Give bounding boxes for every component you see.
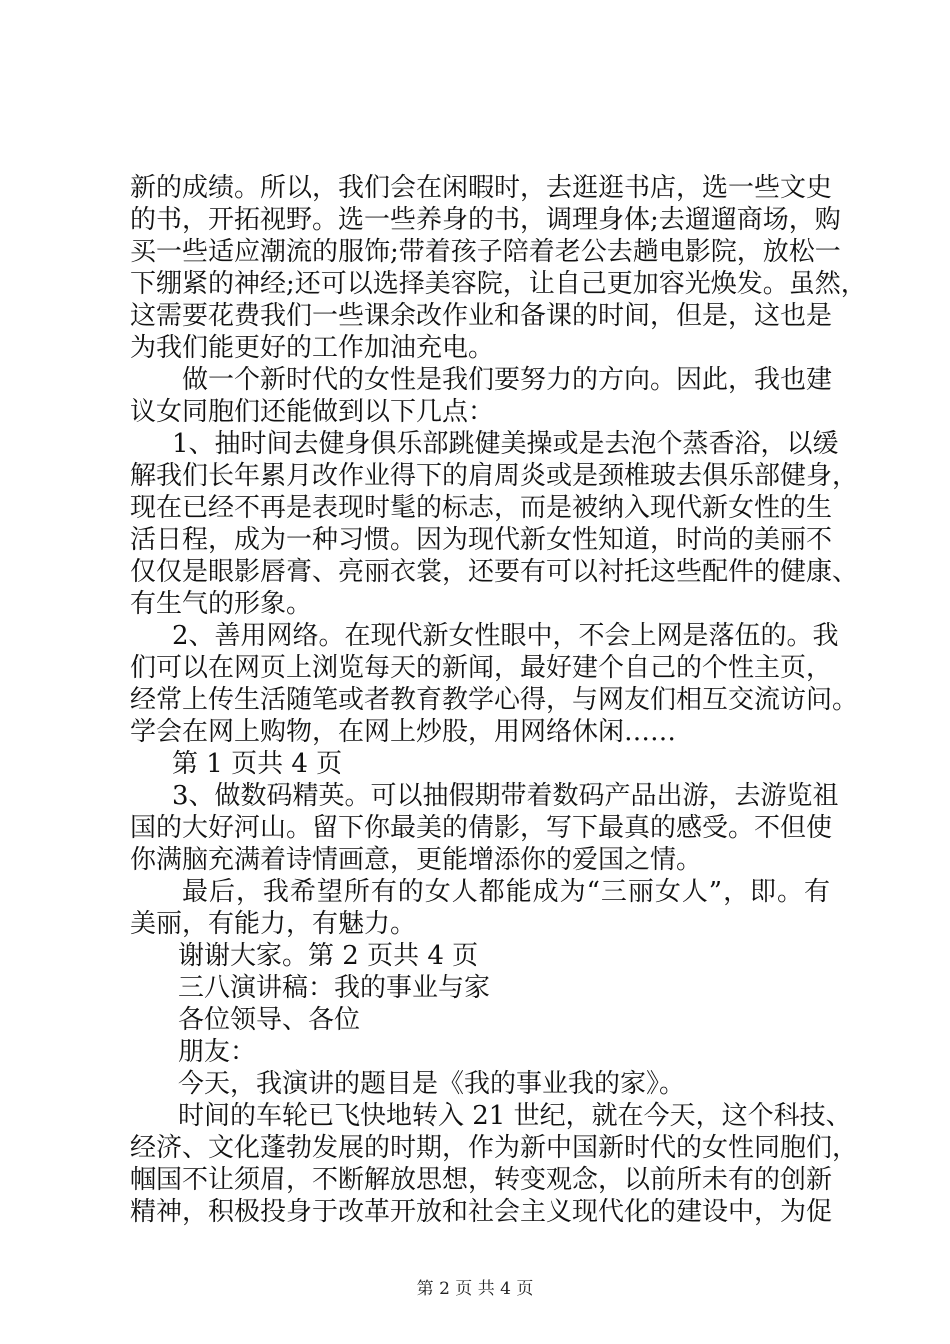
text-line: 下绷紧的神经;还可以选择美容院，让自己更加容光焕发。虽然， — [130, 269, 867, 299]
text-line: 谢谢大家。第 2 页共 4 页 — [178, 941, 479, 971]
text-line: 时间的车轮已飞快地转入 21 世纪，就在今天，这个科技、 — [178, 1101, 852, 1131]
text-line: 各位领导、各位 — [178, 1005, 361, 1035]
text-line: 的书，开拓视野。选一些养身的书，调理身体;去遛遛商场，购 — [130, 205, 841, 235]
text-line: 经济、文化蓬勃发展的时期，作为新中国新时代的女性同胞们， — [130, 1133, 859, 1163]
text-line: 经常上传生活随笔或者教育教学心得，与网友们相互交流访问。 — [130, 685, 859, 715]
text-line: 美丽，有能力，有魅力。 — [130, 909, 417, 939]
text-line: 国的大好河山。留下你最美的倩影，写下最真的感受。不但使 — [130, 813, 833, 843]
text-line: 新的成绩。所以，我们会在闲暇时，去逛逛书店，选一些文史 — [130, 173, 833, 203]
text-line: 今天，我演讲的题目是《我的事业我的家》。 — [178, 1069, 686, 1099]
text-line: 最后，我希望所有的女人都能成为“三丽女人”，即。有 — [182, 877, 830, 907]
text-line: 为我们能更好的工作加油充电。 — [130, 333, 495, 363]
text-line: 第 1 页共 4 页 — [172, 749, 343, 779]
text-line: 有生气的形象。 — [130, 589, 313, 619]
text-line: 议女同胞们还能做到以下几点： — [130, 397, 495, 427]
text-line: 们可以在网页上浏览每天的新闻，最好建个自己的个性主页， — [130, 653, 833, 683]
text-line: 现在已经不再是表现时髦的标志，而是被纳入现代新女性的生 — [130, 493, 833, 523]
text-line: 精神，积极投身于改革开放和社会主义现代化的建设中，为促 — [130, 1197, 833, 1227]
text-line: 仅仅是眼影唇膏、亮丽衣裳，还要有可以衬托这些配件的健康、 — [130, 557, 859, 587]
text-line: 学会在网上购物，在网上炒股，用网络休闲…… — [130, 717, 677, 747]
text-line: 朋友： — [178, 1037, 257, 1067]
page-footer: 第 2 页 共 4 页 — [416, 1279, 534, 1299]
text-line: 3、做数码精英。可以抽假期带着数码产品出游，去游览祖 — [172, 781, 839, 811]
text-line: 做一个新时代的女性是我们要努力的方向。因此，我也建 — [182, 365, 833, 395]
text-line: 买一些适应潮流的服饰;带着孩子陪着老公去趟电影院，放松一 — [130, 237, 841, 267]
text-line: 帼国不让须眉，不断解放思想，转变观念，以前所未有的创新 — [130, 1165, 833, 1195]
text-line: 解我们长年累月改作业得下的肩周炎或是颈椎玻去俱乐部健身， — [130, 461, 859, 491]
document-body — [130, 172, 867, 1228]
text-line: 1、抽时间去健身俱乐部跳健美操或是去泡个蒸香浴，以缓 — [172, 429, 839, 459]
text-line: 2、善用网络。在现代新女性眼中，不会上网是落伍的。我 — [172, 621, 839, 651]
text-line: 这需要花费我们一些课余改作业和备课的时间，但是，这也是 — [130, 301, 833, 331]
text-line: 三八演讲稿：我的事业与家 — [178, 973, 491, 1003]
text-line: 活日程，成为一种习惯。因为现代新女性知道，时尚的美丽不 — [130, 525, 833, 555]
text-line: 你满脑充满着诗情画意，更能增添你的爱国之情。 — [130, 845, 703, 875]
